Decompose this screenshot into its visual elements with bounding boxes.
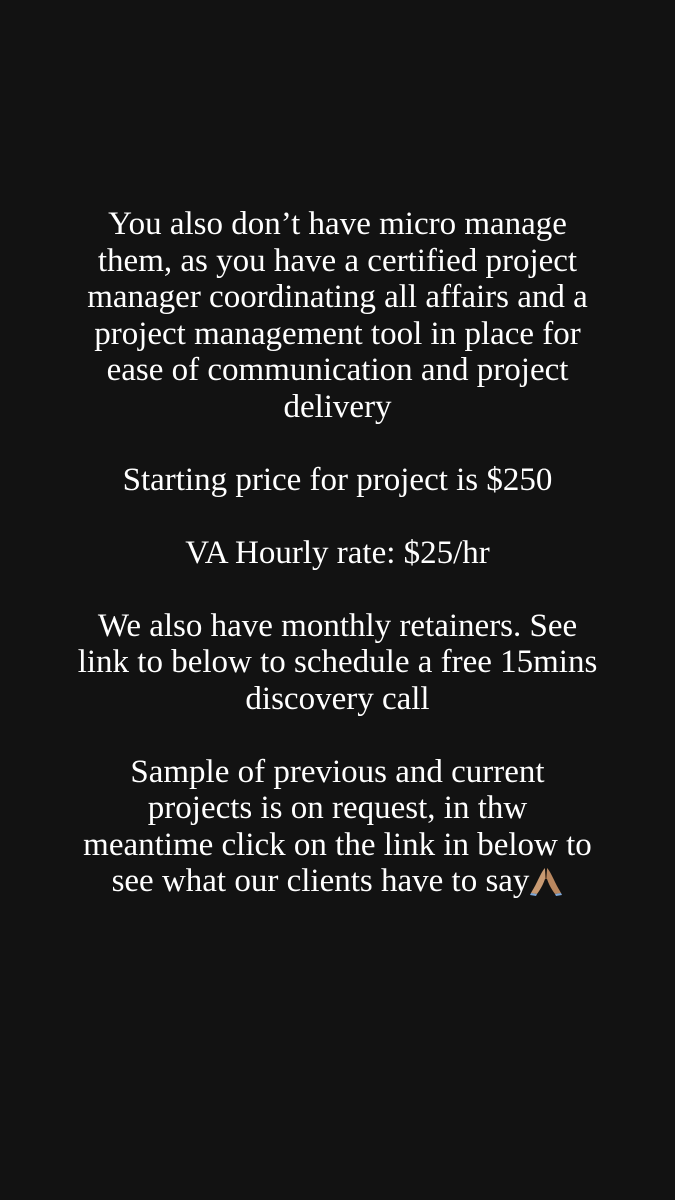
text-line: Starting price for project is $250 [122, 461, 553, 498]
text-line-with-emoji [0, 863, 675, 900]
text-line: We also have monthly retainers. See [97, 607, 578, 644]
text-line: project management tool in place for [94, 315, 581, 352]
paragraph-samples [0, 754, 675, 900]
story-text [0, 206, 675, 900]
paragraph-starting-price [0, 462, 675, 499]
text-line: ease of communication and project [106, 352, 569, 388]
text-line: VA Hourly rate: $25/hr [185, 534, 490, 571]
folded-hands-icon [529, 866, 563, 896]
text-line: discovery call [245, 680, 430, 717]
paragraph-no-micromanage [0, 206, 675, 425]
text-line: projects is on request, in thw [147, 790, 528, 826]
text-line: see what our clients have to say [111, 863, 530, 899]
text-line: You also don’t have micro manage [108, 206, 567, 242]
paragraph-hourly-rate [0, 535, 675, 572]
text-line: meantime click on the link in below to [83, 826, 592, 863]
text-line: Sample of previous and current [130, 753, 545, 790]
text-line: link to below to schedule a free 15mins [77, 644, 598, 680]
paragraph-retainers [0, 608, 675, 718]
text-line: manager coordinating all affairs and a [87, 279, 588, 315]
text-line: them, as you have a certified project [97, 242, 578, 279]
text-line: delivery [283, 388, 392, 425]
